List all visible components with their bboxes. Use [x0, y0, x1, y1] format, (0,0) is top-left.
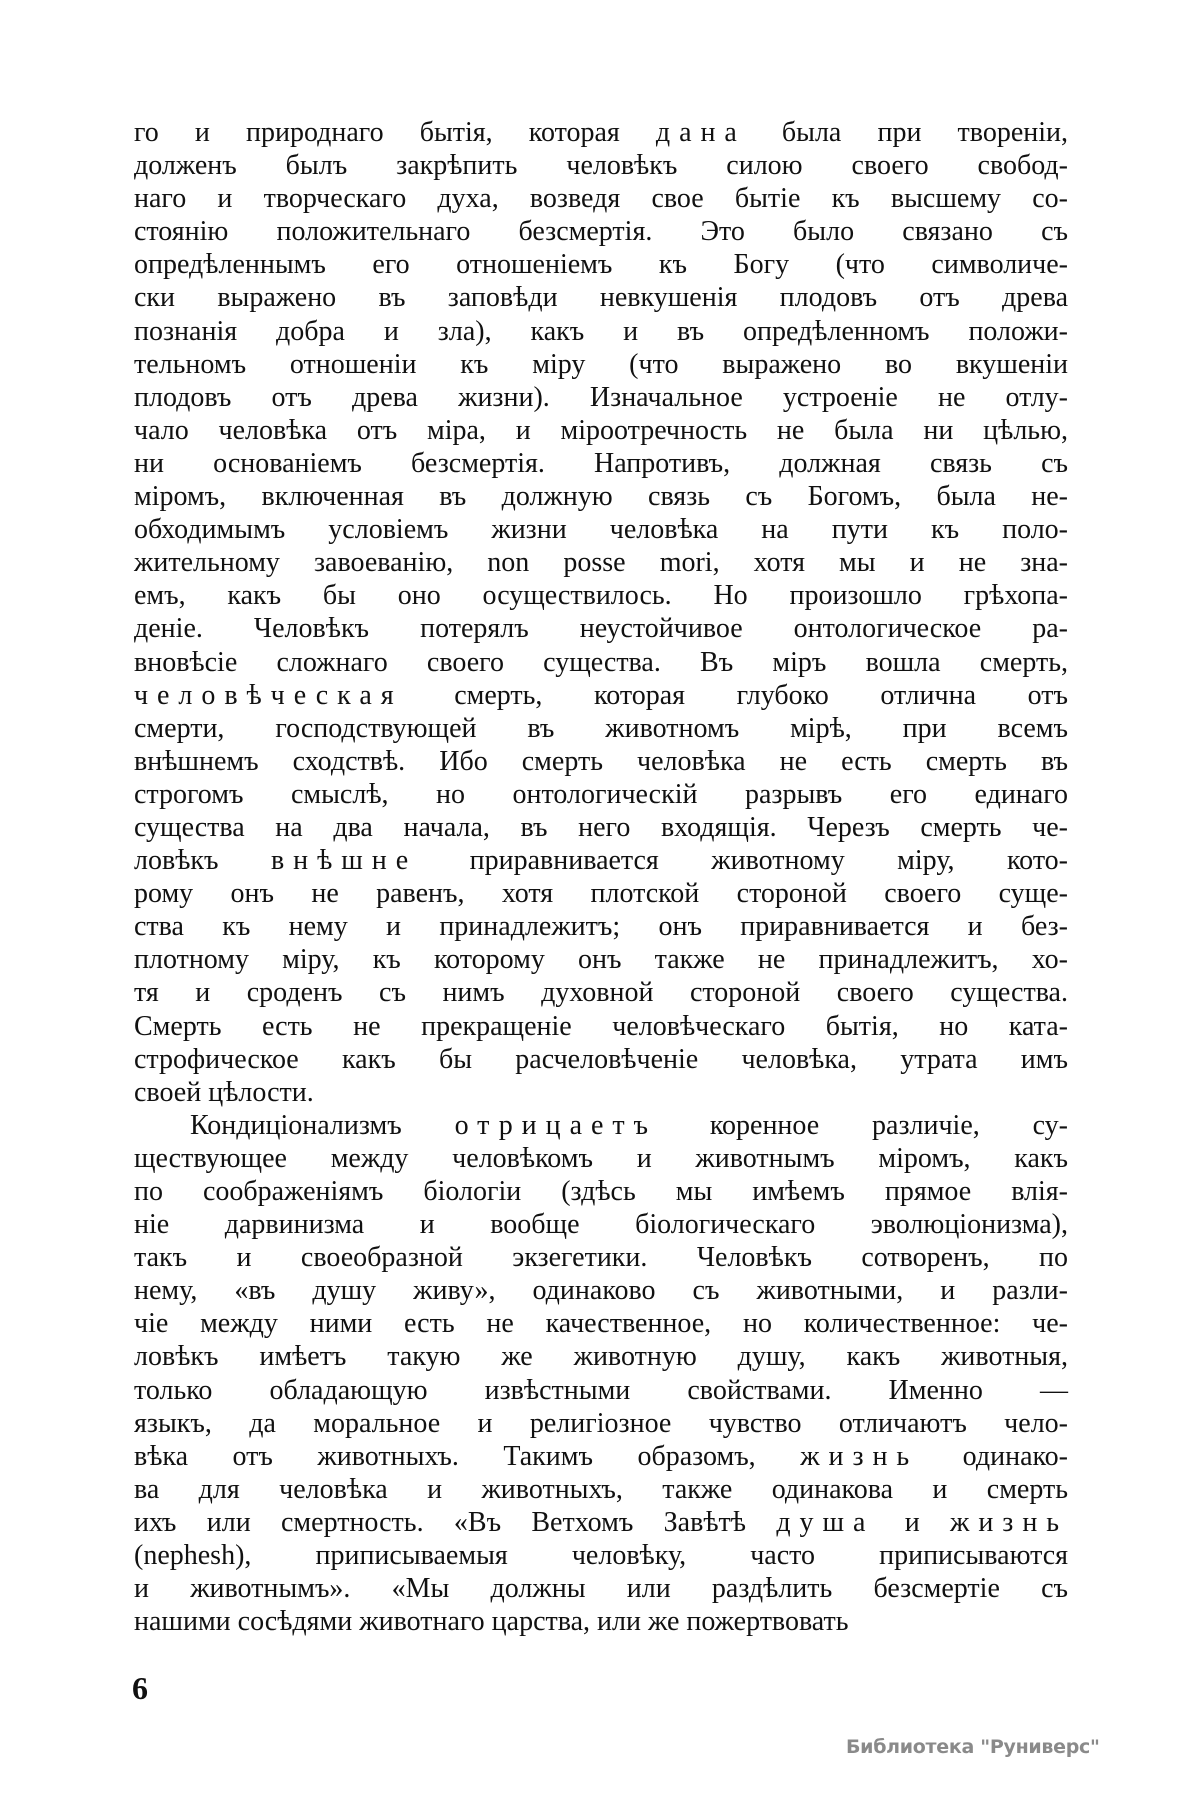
- text-line: [134, 215, 1068, 248]
- text-line: [134, 1142, 1068, 1175]
- paragraph: [134, 1109, 1068, 1639]
- text-line: [134, 844, 1068, 877]
- text-segment: тя и сроденъ съ нимъ духовной стороной своего существа.: [134, 977, 1068, 1009]
- text-line: [134, 976, 1068, 1009]
- text-segment: обходимымъ условіемъ жизни человѣка на пути къ поло-: [134, 514, 1068, 546]
- emphasized-word: жизнь: [950, 1506, 1068, 1538]
- text-segment: смерти, господствующей въ животномъ мірѣ, при всемъ: [134, 712, 1068, 744]
- text-line: [134, 679, 1068, 712]
- text-segment: и животнымъ». «Мы должны или раздѣлить безсмертіе съ: [134, 1573, 1068, 1605]
- text-line: [134, 1440, 1068, 1473]
- text-line: [134, 348, 1068, 381]
- emphasized-word: внѣшне: [270, 845, 418, 877]
- text-segment: внѣшнемъ сходствѣ. Ибо смерть человѣка не есть смерть въ: [134, 745, 1068, 777]
- emphasized-word: душа: [776, 1506, 875, 1538]
- body-text: [134, 116, 1068, 1638]
- text-line: [134, 1473, 1068, 1506]
- text-segment: долженъ былъ закрѣпить человѣкъ силою своего свобод-: [134, 150, 1068, 182]
- text-segment: существа на два начала, въ него входящія. Черезъ смерть че-: [134, 811, 1068, 843]
- text-segment: нему, «въ душу живу», одинаково съ животными, и разли-: [134, 1275, 1068, 1307]
- emphasized-word: человѣческая: [134, 679, 403, 711]
- page-number: 6: [132, 1670, 148, 1706]
- text-segment: чало человѣка отъ міра, и міроотречность не была ни цѣлью,: [134, 414, 1068, 446]
- text-line: [134, 943, 1068, 976]
- text-segment: ни основаніемъ безсмертія. Напротивъ, должная связь съ: [134, 447, 1068, 479]
- text-line: [134, 1208, 1068, 1241]
- text-segment: ловѣкъ: [134, 845, 271, 877]
- text-segment: рому онъ не равенъ, хотя плотской стороной своего суще-: [134, 878, 1068, 910]
- text-line: [134, 1407, 1068, 1440]
- text-line: [134, 281, 1068, 314]
- text-segment: деніе. Человѣкъ потерялъ неустойчивое онтологическое ра-: [134, 613, 1068, 645]
- text-segment: емъ, какъ бы оно осуществилось. Но произошло грѣхопа-: [134, 580, 1068, 612]
- text-segment: міромъ, включенная въ должную связь съ Богомъ, была не-: [134, 481, 1068, 513]
- text-line: [134, 1175, 1068, 1208]
- text-line: [134, 910, 1068, 943]
- text-line: [134, 513, 1068, 546]
- text-line: [134, 248, 1068, 281]
- text-segment: своей цѣлости.: [134, 1076, 314, 1108]
- text-segment: вновѣсіе сложнаго своего существа. Въ міръ вошла смерть,: [134, 646, 1068, 678]
- library-watermark: Библиотека "Руниверс": [846, 1736, 1100, 1758]
- text-line: [134, 1506, 1068, 1539]
- text-segment: ловѣкъ имѣетъ такую же животную душу, какъ животныя,: [134, 1341, 1068, 1373]
- text-segment: стоянію положительнаго безсмертія. Это было связано съ: [134, 216, 1068, 248]
- text-segment: только обладающую извѣстными свойствами. Именно —: [134, 1374, 1068, 1406]
- text-line: [134, 1076, 1068, 1109]
- text-line: [134, 1340, 1068, 1373]
- text-line: [134, 579, 1068, 612]
- text-line: [134, 745, 1068, 778]
- text-segment: го и природнаго бытія, которая: [134, 117, 656, 148]
- text-line: [134, 182, 1068, 215]
- emphasized-word: дана: [655, 117, 746, 148]
- text-line: [134, 149, 1068, 182]
- text-segment: ществующее между человѣкомъ и животнымъ міромъ, какъ: [134, 1142, 1068, 1174]
- text-line: [134, 811, 1068, 844]
- text-segment: ва для человѣка и животныхъ, также одинакова и смерть: [134, 1473, 1068, 1505]
- text-segment: приравнивается животному міру, кото-: [417, 845, 1069, 877]
- text-segment: познанія добра и зла), какъ и въ опредѣленномъ положи-: [134, 315, 1068, 347]
- text-line: [134, 646, 1068, 679]
- text-segment: чіе между ними есть не качественное, но количественное: че-: [134, 1308, 1068, 1340]
- text-segment: Кондиціонализмъ: [190, 1109, 455, 1141]
- text-line: [134, 546, 1068, 579]
- text-line: [134, 612, 1068, 645]
- emphasized-word: отрицаетъ: [454, 1109, 657, 1141]
- text-segment: смерть, которая глубоко отлична отъ: [402, 679, 1068, 711]
- text-segment: строгомъ смыслѣ, но онтологическій разрывъ его единаго: [134, 778, 1068, 810]
- text-line: [134, 1010, 1068, 1043]
- text-segment: плодовъ отъ древа жизни). Изначальное устроеніе не отлу-: [134, 381, 1068, 413]
- text-segment: коренное различіе, су-: [656, 1109, 1068, 1141]
- text-segment: ски выражено въ заповѣди невкушенія плодовъ отъ древа: [134, 282, 1068, 314]
- text-segment: ніе дарвинизма и вообще біологическаго эволюціонизма),: [134, 1209, 1068, 1241]
- text-line: [134, 1109, 1068, 1142]
- text-line: [134, 1241, 1068, 1274]
- text-segment: опредѣленнымъ его отношеніемъ къ Богу (что символиче-: [134, 249, 1068, 281]
- text-segment: вѣка отъ животныхъ. Такимъ образомъ,: [134, 1440, 801, 1472]
- text-segment: ства къ нему и принадлежитъ; онъ приравнивается и без-: [134, 911, 1068, 943]
- text-segment: (nephesh), приписываемыя человѣку, часто приписываются: [134, 1540, 1068, 1572]
- text-segment: строфическое какъ бы расчеловѣченіе человѣка, утрата имъ: [134, 1043, 1068, 1075]
- text-line: [134, 1043, 1068, 1076]
- text-line: [134, 877, 1068, 910]
- text-line: [134, 1274, 1068, 1307]
- text-line: [134, 315, 1068, 348]
- text-segment: была при твореніи,: [745, 117, 1068, 148]
- paragraph: [134, 116, 1068, 1109]
- text-segment: тельномъ отношеніи къ міру (что выражено во вкушеніи: [134, 348, 1068, 380]
- text-line: [134, 1572, 1068, 1605]
- text-line: [134, 381, 1068, 414]
- text-line: [134, 414, 1068, 447]
- text-segment: языкъ, да моральное и религіозное чувство отличаютъ чело-: [134, 1407, 1068, 1439]
- text-segment: плотному міру, къ которому онъ также не принадлежитъ, хо-: [134, 944, 1068, 976]
- text-line: [134, 116, 1068, 149]
- text-segment: нашими сосѣдями животнаго царства, или же пожертвовать: [134, 1606, 849, 1638]
- text-segment: такъ и своеобразной экзегетики. Человѣкъ сотворенъ, по: [134, 1242, 1068, 1274]
- text-line: [134, 1374, 1068, 1407]
- text-line: [134, 1605, 1068, 1638]
- text-line: [134, 1307, 1068, 1340]
- text-line: [134, 712, 1068, 745]
- text-segment: ихъ или смертность. «Въ Ветхомъ Завѣтѣ: [134, 1506, 777, 1538]
- text-segment: Смерть есть не прекращеніе человѣческаго бытія, но ката-: [134, 1010, 1068, 1042]
- emphasized-word: жизнь: [800, 1440, 919, 1472]
- text-line: [134, 1539, 1068, 1572]
- text-segment: одинако-: [918, 1440, 1069, 1472]
- text-segment: и: [874, 1506, 951, 1538]
- text-segment: наго и творческаго духа, возведя свое бытіе къ высшему со-: [134, 183, 1068, 215]
- text-line: [134, 778, 1068, 811]
- text-segment: жительному завоеванію, non posse mori, хотя мы и не зна-: [134, 547, 1068, 579]
- text-line: [134, 447, 1068, 480]
- text-segment: по соображеніямъ біологіи (здѣсь мы имѣемъ прямое влія-: [134, 1176, 1068, 1207]
- text-line: [134, 480, 1068, 513]
